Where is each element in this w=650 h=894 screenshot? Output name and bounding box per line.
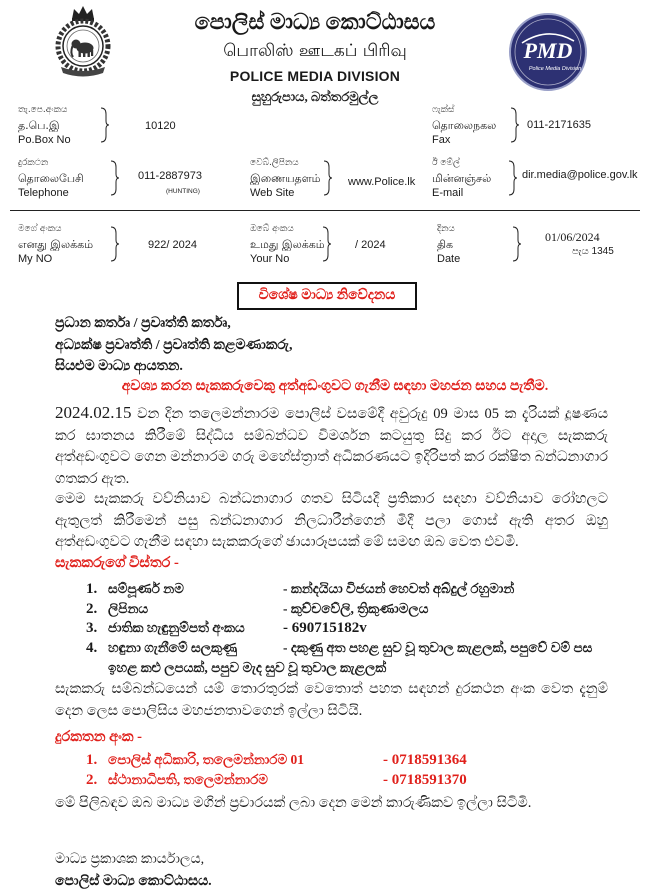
signature-block [55, 849, 212, 893]
pmd-logo-text: PMD [523, 38, 573, 63]
item-value: - දකුණු අත පහළ සුව වූ තුවාල කැළලක්, පපුවේ වම් පස ඉහළ කළු ලපයක්, පපුව මැද සුව වූ තුවාල කැළලක් [108, 640, 593, 675]
bracket-icon [508, 160, 518, 196]
police-crest-icon [50, 4, 116, 80]
telephone-note: (HUNTING) [166, 188, 200, 195]
header-title-english: POLICE MEDIA DIVISION [229, 68, 401, 84]
addressee-line: අධ්‍යක්ෂ ප්‍රවෘත්ති / ප්‍රවෘත්ති කළමණාකරු, [55, 337, 293, 353]
addressees [55, 313, 292, 378]
suspect-detail-item [86, 579, 608, 599]
date-label-si: දිනය [437, 224, 455, 234]
email-label [432, 156, 491, 201]
header-title-sinhala: පොලිස් මාධ්‍ය කොට්ඨාසය [194, 9, 436, 34]
item-number: 1. [86, 581, 98, 597]
email-label-en: E-mail [432, 187, 464, 199]
item-number: 2. [86, 601, 98, 617]
paragraph-incident [55, 402, 608, 490]
phone-value: - 0718591364 [383, 752, 467, 768]
bracket-icon [512, 226, 522, 262]
your-no-label-ta: உமது இலக்கம் [250, 238, 325, 251]
my-no-label-en: My NO [18, 253, 53, 265]
header-divider [10, 210, 640, 211]
suspect-details-heading: සැකකරුගේ විස්තර - [55, 555, 179, 571]
your-no-value: / 2024 [355, 239, 386, 251]
pobox-label-ta: த.பெ.இ [18, 119, 60, 132]
bracket-icon [110, 226, 120, 262]
item-value: - 690715182v [283, 620, 367, 636]
telephone-label-en: Telephone [18, 187, 69, 199]
paragraph-closing: මේ පිලිබඳව ඔබ මාධ්‍ය මගින් ප්‍රචාරයක් ලබා දෙන මෙන් කාරුණිකව ඉල්ලා සිටිමි. [55, 795, 532, 811]
pobox-label-en: Po.Box No [18, 134, 71, 146]
subject-line: අවශ්‍ය කරන සැකකරුවෙකු අත්අඩංගුවට ගැනීම සඳහා මහජන සහය පැතීම. [121, 379, 549, 394]
telephone-label [18, 156, 84, 201]
signature-line-office: මාධ්‍ය ප්‍රකාශක කාර්යාලය, [55, 852, 205, 867]
email-label-si: ඊ මේල් [432, 158, 460, 168]
telephone-label-si: දුරකථන [18, 158, 49, 168]
your-no-label-si: ඔබේ අංකය [250, 224, 294, 234]
phone-label: ස්ථානාධිපති, තලෙමන්නාරම [108, 772, 268, 787]
pobox-label [18, 103, 71, 148]
item-label: ලිපිනය [108, 601, 149, 616]
pmd-logo-icon [508, 12, 588, 92]
phone-numbers-heading: දුරකතන අංක - [55, 729, 142, 745]
website-label [250, 156, 320, 201]
item-number: 1. [86, 752, 98, 768]
bracket-icon [510, 107, 520, 143]
item-label: සම්පූර්ණ නම [108, 581, 184, 596]
website-value: www.Police.lk [348, 176, 416, 188]
incident-date: 2024.02.15 [55, 403, 132, 422]
bracket-icon [110, 160, 120, 196]
email-label-ta: மின்னஞ்சல் [432, 172, 492, 185]
suspect-detail-item [86, 618, 608, 638]
email-value: dir.media@police.gov.lk [522, 169, 638, 181]
my-no-label-si: මගේ අංකය [18, 224, 62, 234]
my-no-label-ta: எனது இலக்கம் [18, 238, 94, 251]
header-title-tamil: பொலிஸ் ஊடகப் பிரிவு [223, 41, 407, 61]
website-label-si: වෙබ්.ලිපිනය [250, 158, 299, 168]
your-no-label-en: Your No [250, 253, 290, 265]
paragraph-request-info: සැකකරු සම්බන්ධයෙන් යම් තොරතුරක් වෙතොත් පහත සඳහන් දුරකථන අංක වෙත දැනුම් දෙන ලෙස පොලිසිය මහජනතාවගෙන් ඉල්ලා සිටියි. [55, 681, 608, 719]
item-value: - කන්දයියා විජයන් හෙවත් අබ්දුල් රහුමාන් [283, 581, 515, 596]
suspect-detail-item [86, 638, 608, 678]
suspect-detail-item [86, 599, 608, 619]
fax-value: 011-2171635 [527, 119, 592, 131]
item-label: ජාතික හැඳුනුම්පත් අංකය [108, 620, 245, 635]
website-label-ta: இணையதளம் [250, 172, 321, 185]
fax-label-si: ෆැක්ස් [432, 105, 455, 115]
bracket-icon [323, 160, 333, 196]
incident-text: වන දින තලෙමන්නාරම පොලිස් වසමේදී අවුරුදු 09 මාස 05 ක දැරියක් දූෂණය කර ඝාතනය කිරීමේ සිද්ධිය සම්බන්ධව විමර්ශන කටයුතු සිදු කර ඊට අදාල සැකකරු අත්අඩංගුවට ගෙන මන්නාරම ගරු මහේස්ත්‍රාත් අධිකරණයට ඉදිරිපත් කර රක්ෂිත බන්ධනාගාර ගතකර ඇත. [55, 406, 608, 487]
bracket-icon [322, 226, 332, 262]
phone-label: පොලිස් අධිකාරි, තලෙමන්නාරම 01 [108, 752, 305, 767]
fax-label [432, 103, 496, 148]
addressee-line: ප්‍රධාන කර්තෘ / ප්‍රවෘත්ති කර්තෘ, [55, 316, 231, 331]
date-value: 01/06/2024 [545, 230, 600, 244]
date-label [437, 222, 460, 267]
date-label-ta: திக [437, 238, 454, 251]
header-address: සුහුරුපාය, බත්තරමුල්ල [251, 89, 379, 104]
pobox-label-si: තැ.පෙ.අංකය [18, 105, 68, 115]
item-number: 2. [86, 772, 98, 788]
telephone-value: 011-2887973 [138, 170, 203, 182]
bracket-icon [100, 107, 110, 143]
pobox-value: 10120 [145, 120, 176, 132]
signature-line-division: පොලිස් මාධ්‍ය කොට්ඨාසය. [55, 874, 212, 889]
item-number: 3. [86, 620, 98, 636]
my-no-value: 922/ 2024 [148, 239, 197, 251]
paragraph-escape: මෙම සැකකරු වව්නියාව බන්ධනාගාර ගතව සිටියදී ප්‍රතිකාර සඳහා වව්නියාව රෝහලට ඇතුලත් කිරීමෙන් පසු බන්ධනාගාර නිලධාරීන්ගෙන් මිදී පලා ගොස් ඇති අතර ඔහු අත්අඩංගුවට ගැනීම සඳහා සැකකරුගේ ඡායාරූපයක් මේ සමඟ ඔබ වෙත එවමි. [55, 491, 608, 551]
fax-label-en: Fax [432, 134, 451, 146]
notice-title: විශේෂ මාධ්‍ය නිවේදනය [237, 282, 417, 310]
your-no-label [250, 222, 325, 267]
phone-value: - 0718591370 [383, 772, 467, 788]
time-value: පැය 1345 [572, 246, 614, 257]
phone-item [86, 770, 608, 790]
item-value: - කුච්චවේලි, ත්‍රිකුණාමලය [283, 601, 429, 616]
item-number: 4. [86, 640, 98, 656]
telephone-label-ta: தொலைபேசி [18, 172, 84, 185]
addressee-line: සියළුම මාධ්‍ය ආයතන. [55, 359, 183, 374]
website-label-en: Web Site [250, 187, 295, 199]
pmd-logo-subtext: Police Media Division [528, 66, 582, 72]
fax-label-ta: தொலைநகல [432, 119, 497, 132]
date-label-en: Date [437, 253, 461, 265]
phone-item [86, 750, 608, 770]
item-label: හඳුනා ගැනීමේ සලකුණු [108, 640, 238, 655]
my-no-label [18, 222, 93, 267]
